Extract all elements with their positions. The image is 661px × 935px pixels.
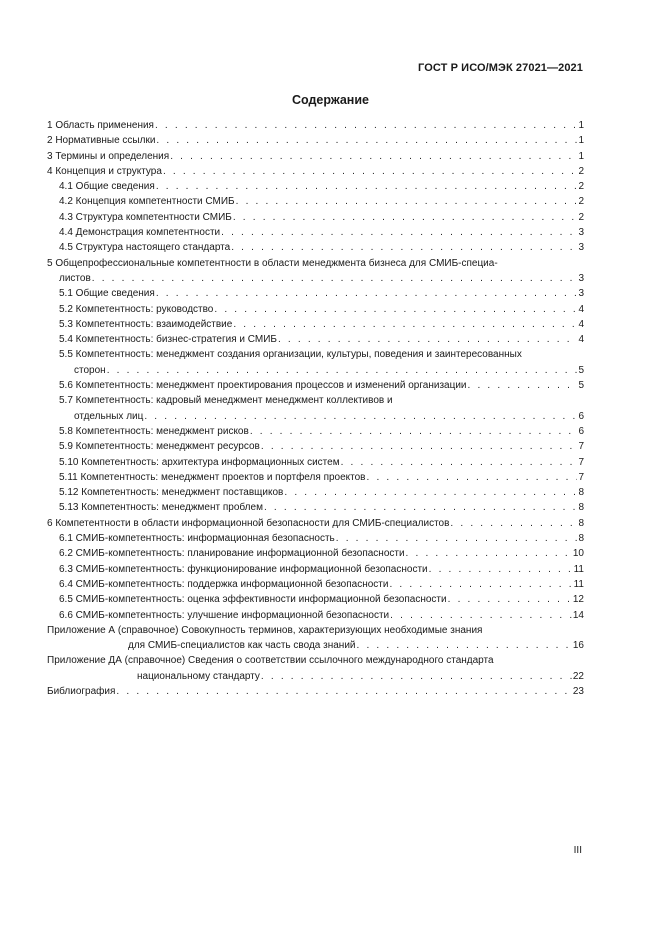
- toc-entry-label: 1 Область применения: [47, 120, 154, 131]
- toc-entry[interactable]: [47, 271, 584, 286]
- toc-dot-leader: [250, 424, 578, 439]
- page-title: Содержание: [291, 93, 369, 107]
- toc-entry-label: 4.3 Структура компетентности СМИБ: [59, 211, 232, 223]
- toc-entry-label: 5.3 Компетентность: взаимодействие: [59, 318, 233, 330]
- toc-entry-page-number: 11: [573, 563, 584, 575]
- toc-entry-label: 6.6 СМИБ-компетентность: улучшение информационной безопасности: [59, 609, 390, 621]
- toc-entry[interactable]: [47, 500, 584, 515]
- toc-entry-page-number: 1: [578, 135, 584, 147]
- page-number-roman: III: [573, 845, 582, 856]
- toc-entry-label: 3 Термины и определения: [47, 150, 170, 162]
- toc-entry-page-number: 5: [578, 364, 584, 376]
- toc-dot-leader: [336, 531, 578, 546]
- toc-entry[interactable]: [47, 409, 584, 424]
- toc-entry-label: 6.1 СМИБ-компетентность: информационная безопасность: [59, 533, 335, 545]
- toc-dot-leader: [231, 240, 577, 255]
- toc-dot-leader: [468, 378, 578, 393]
- toc-entry-label: 6 Компетентности в области информационной безопасности для СМИБ-специалистов: [47, 517, 450, 529]
- toc-entry[interactable]: [47, 669, 584, 684]
- toc-entry-label: 4.4 Демонстрация компетентности: [59, 227, 221, 239]
- toc-entry-first-line: 5 Общепрофессиональные компетентности в области менеджмента бизнеса для СМИБ-специа-: [47, 257, 498, 269]
- toc-entry[interactable]: [47, 485, 584, 500]
- toc-entry[interactable]: [47, 118, 584, 133]
- toc-entry-page-number: 3: [578, 242, 584, 254]
- toc-entry[interactable]: [47, 225, 584, 240]
- toc-entry[interactable]: [47, 194, 584, 209]
- toc-dot-leader: [233, 317, 577, 332]
- toc-entry[interactable]: [47, 516, 584, 531]
- toc-entry-page-number: 2: [578, 196, 584, 208]
- toc-entry[interactable]: [47, 424, 584, 439]
- toc-entry-page-number: 4: [578, 334, 584, 346]
- toc-dot-leader: [236, 194, 578, 209]
- toc-entry[interactable]: [47, 592, 584, 607]
- toc-entry[interactable]: [47, 149, 584, 164]
- toc-dot-leader: [214, 302, 577, 317]
- toc-entry-page-number: 8: [578, 533, 584, 545]
- toc-entry[interactable]: [47, 684, 584, 699]
- toc-entry-page-number: 14: [572, 609, 584, 621]
- standard-header: ГОСТ Р ИСО/МЭК 27021—2021: [418, 62, 583, 74]
- toc-dot-leader: [107, 363, 578, 378]
- toc-dot-leader: [264, 500, 577, 515]
- toc-entry-label: 5.13 Компетентность: менеджмент проблем: [59, 502, 263, 514]
- toc-dot-leader: [448, 592, 572, 607]
- toc-entry-label: 5.12 Компетентность: менеджмент поставщиков: [59, 487, 284, 499]
- toc-entry-label: Библиография: [47, 685, 116, 697]
- toc-entry-label: 6.4 СМИБ-компетентность: поддержка информационной безопасности: [59, 578, 389, 590]
- toc-entry-label: 6.3 СМИБ-компетентность: функционирование информационной безопасности: [59, 563, 428, 575]
- toc-entry-page-number: 16: [572, 640, 584, 652]
- toc-entry-page-number: 1: [578, 150, 584, 162]
- toc-dot-leader: [261, 439, 578, 454]
- toc-entry-page-number: 2: [578, 165, 584, 177]
- toc-entry-page-number: 7: [578, 456, 584, 468]
- toc-entry-label: 5.6 Компетентность: менеджмент проектирования процессов и изменений организации: [59, 380, 467, 392]
- toc-dot-leader: [155, 118, 577, 133]
- toc-entry-page-number: 23: [572, 685, 584, 697]
- toc-entry-label: 6.2 СМИБ-компетентность: планирование информационной безопасности: [59, 548, 405, 560]
- toc-entry-page-number: 8: [578, 502, 584, 514]
- toc-entry[interactable]: [47, 455, 584, 470]
- toc-entry[interactable]: [47, 577, 584, 592]
- toc-entry[interactable]: [47, 363, 584, 378]
- toc-dot-leader: [429, 562, 573, 577]
- toc-entry-label: листов: [59, 272, 91, 284]
- toc-entry[interactable]: [47, 210, 584, 225]
- toc-entry-page-number: 8: [578, 487, 584, 499]
- toc-entry-label: 4.1 Общие сведения: [59, 181, 155, 193]
- toc-dot-leader: [450, 516, 577, 531]
- toc-entry[interactable]: [47, 608, 584, 623]
- toc-entry[interactable]: [47, 179, 584, 194]
- toc-entry[interactable]: [47, 317, 584, 332]
- toc-entry-label: 5.2 Компетентность: руководство: [59, 303, 214, 315]
- toc-dot-leader: [341, 455, 578, 470]
- toc-dot-leader: [221, 225, 577, 240]
- toc-entry[interactable]: [47, 470, 584, 485]
- toc-dot-leader: [92, 271, 578, 286]
- toc-dot-leader: [389, 577, 572, 592]
- toc-entry[interactable]: [47, 638, 584, 653]
- toc-entry-page-number: 6: [578, 425, 584, 437]
- toc-entry-label: 5.9 Компетентность: менеджмент ресурсов: [59, 441, 260, 453]
- toc-entry[interactable]: [47, 286, 584, 301]
- toc-entry-page-number: 3: [578, 288, 584, 300]
- toc-dot-leader: [170, 149, 577, 164]
- toc-dot-leader: [390, 608, 572, 623]
- toc-entry-label: 5.4 Компетентность: бизнес-стратегия и СМИБ: [59, 334, 277, 346]
- toc-entry-page-number: 10: [572, 548, 584, 560]
- toc-entry-page-number: 4: [578, 303, 584, 315]
- toc-entry-page-number: 11: [573, 578, 584, 590]
- toc-entry-page-number: 5: [578, 380, 584, 392]
- toc-entry-label: 5.8 Компетентность: менеджмент рисков: [59, 425, 249, 437]
- toc-entry-label: 4.2 Концепция компетентности СМИБ: [59, 196, 235, 208]
- toc-entry-label: 5.10 Компетентность: архитектура информационных систем: [59, 456, 340, 468]
- toc-entry[interactable]: [47, 164, 584, 179]
- toc-entry-page-number: 12: [572, 594, 584, 606]
- toc-entry[interactable]: [47, 531, 584, 546]
- toc-entry-page-number: 1: [578, 120, 584, 131]
- toc-dot-leader: [163, 164, 578, 179]
- toc-dot-leader: [261, 669, 572, 684]
- toc-entry-label: для СМИБ-специалистов как часть свода знаний: [128, 640, 356, 652]
- toc-entry-label: 5.11 Компетентность: менеджмент проектов и портфеля проектов: [59, 471, 366, 483]
- toc-entry-page-number: 2: [578, 181, 584, 193]
- toc-entry-first-line: 5.5 Компетентность: менеджмент создания организации, культуры, поведения и заинтересованных: [59, 349, 522, 361]
- toc-entry-page-number: 3: [578, 227, 584, 239]
- toc-entry-page-number: 7: [578, 471, 584, 483]
- toc-entry-label: 6.5 СМИБ-компетентность: оценка эффективности информационной безопасности: [59, 594, 447, 606]
- toc-entry-label: 2 Нормативные ссылки: [47, 135, 156, 147]
- toc-entry-page-number: 2: [578, 211, 584, 223]
- toc-entry[interactable]: [47, 332, 584, 347]
- toc-entry-page-number: 7: [578, 441, 584, 453]
- toc-dot-leader: [233, 210, 578, 225]
- toc-entry-page-number: 22: [572, 670, 584, 682]
- toc-entry-label: национальному стандарту: [137, 670, 260, 682]
- table-of-contents: [47, 118, 584, 699]
- toc-entry[interactable]: [47, 378, 584, 393]
- toc-entry[interactable]: [47, 546, 584, 561]
- toc-entry-label: 4 Концепция и структура: [47, 165, 162, 177]
- toc-entry[interactable]: [47, 302, 584, 317]
- toc-dot-leader: [156, 133, 577, 148]
- toc-dot-leader: [156, 286, 578, 301]
- toc-entry-page-number: 4: [578, 318, 584, 330]
- toc-dot-leader: [278, 332, 577, 347]
- toc-dot-leader: [144, 409, 577, 424]
- toc-entry-page-number: 8: [578, 517, 584, 529]
- toc-dot-leader: [284, 485, 577, 500]
- toc-dot-leader: [116, 684, 571, 699]
- toc-entry-label: 5.1 Общие сведения: [59, 288, 155, 300]
- toc-entry-page-number: 3: [578, 272, 584, 284]
- toc-entry[interactable]: [47, 240, 584, 255]
- toc-dot-leader: [156, 179, 578, 194]
- toc-entry-first-line: Приложение ДА (справочное) Сведения о соответствии ссылочного международного стандарта: [47, 655, 494, 667]
- toc-dot-leader: [367, 470, 578, 485]
- toc-entry-first-line: Приложение А (справочное) Совокупность терминов, характеризующих необходимые знания: [47, 624, 483, 636]
- toc-dot-leader: [357, 638, 572, 653]
- toc-dot-leader: [406, 546, 572, 561]
- toc-entry[interactable]: [47, 439, 584, 454]
- toc-entry[interactable]: [47, 133, 584, 148]
- toc-entry-label: 4.5 Структура настоящего стандарта: [59, 242, 231, 254]
- toc-entry-page-number: 6: [578, 410, 584, 422]
- toc-entry-label: отдельных лиц: [74, 410, 144, 422]
- toc-entry[interactable]: [47, 562, 584, 577]
- toc-entry-first-line: 5.7 Компетентность: кадровый менеджмент менеджмент коллективов и: [59, 395, 393, 407]
- toc-entry-label: сторон: [74, 364, 106, 376]
